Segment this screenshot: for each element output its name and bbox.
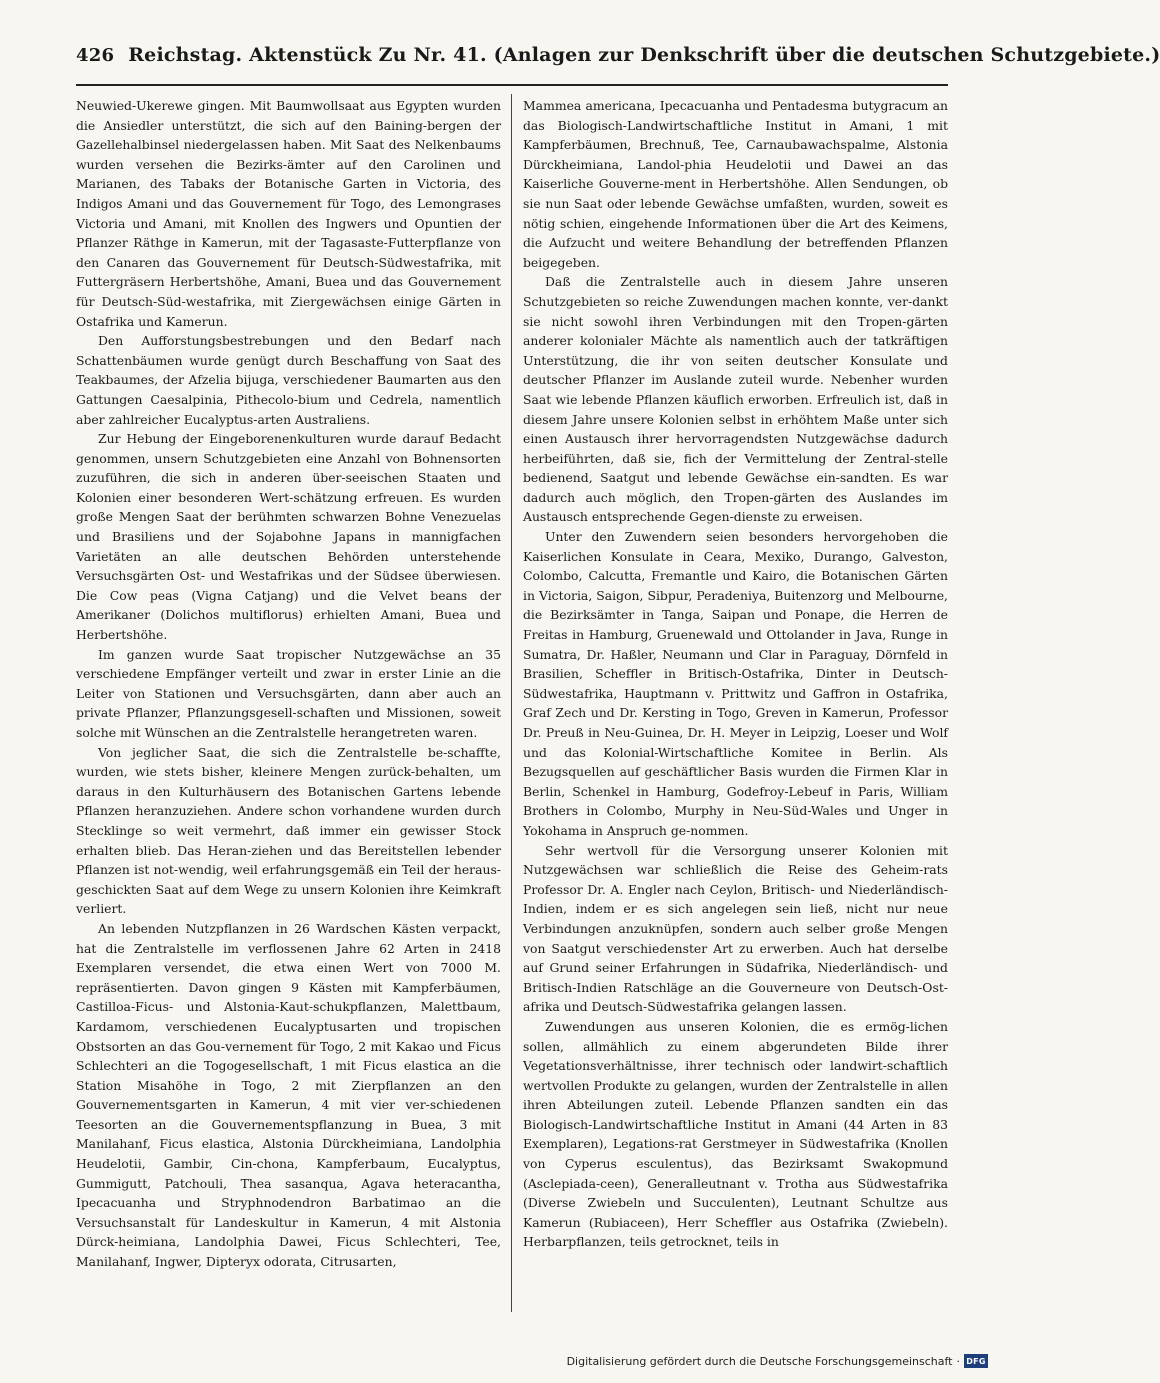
document-page (76, 44, 1160, 1314)
right-column (523, 96, 948, 1312)
dfg-logo-icon: DFG (964, 1354, 988, 1368)
page-title: Reichstag. Aktenstück Zu Nr. 41. (Anlagen zur Denkschrift über die deutschen Schutzgebiete.) (128, 44, 1160, 66)
left-paragraph-3: Zur Hebung der Eingeborenenkulturen wurde darauf Bedacht genommen, unsern Schutzgebieten eine Anzahl von Bohnensorten zuzuführen, die sich in anderen über-seeischen Staaten und Kolonien einer besonderen Wert-schätzung erfreuen. Es wurden große Mengen Saat der berühmten schwarzen Bohne Venezuelas und Brasiliens und der Sojabohne Japans in mannigfachen Varietäten an alle deutschen Behörden unterstehende Versuchsgärten Ost- und Westafrikas und der Südsee überwiesen. Die Cow peas (Vigna Catjang) und die Velvet beans der Amerikaner (Dolichos multiflorus) erhielten Amani, Buea und Herbertshöhe. (76, 431, 501, 643)
left-paragraph-2: Den Aufforstungsbestrebungen und den Bedarf nach Schattenbäumen wurde genügt durch Beschaffung von Saat des Teakbaumes, der Afzelia bijuga, verschiedener Baumarten aus den Gattungen Caesalpinia, Pithecolo-bium und Cedrela, namentlich aber zahlreicher Eucalyptus-arten Australiens. (76, 333, 501, 427)
right-paragraph-1: Mammea americana, Ipecacuanha und Pentadesma butygracum an das Biologisch-Landwirtschaftliche Institut in Amani, 1 mit Kampferbäumen, Brechnuß, Tee, Carnaubawachspalme, Alstonia Dürckheimiana, Landol-phia Heudelotii und Dawei an das Kaiserliche Gouverne-ment in Herbertshöhe. Allen Sendungen, ob sie nun Saat oder lebende Gewächse umfaßten, wurden, soweit es nötig schien, eingehende Informationen über die Art des Keimens, die Aufzucht und weitere Behandlung der betreffenden Pflanzen beigegeben. (523, 98, 948, 270)
right-paragraph-2: Daß die Zentralstelle auch in diesem Jahre unseren Schutzgebieten so reiche Zuwendungen machen konnte, ver-dankt sie nicht sowohl ihren Verbindungen mit den Tropen-gärten anderer kolonialer Mächte als namentlich auch der tatkräftigen Unterstützung, die ihr von seiten deutscher Konsulate und deutscher Pflanzer im Auslande zuteil wurde. Nebenher wurden Saat wie lebende Pflanzen käuflich erworben. Erfreulich ist, daß in diesem Jahre unsere Kolonien selbst in erhöhtem Maße unter sich einen Austausch ihrer hervorragendsten Nutzgewächse dadurch herbeiführten, daß sie, fich der Vermittelung der Zentral-stelle bedienend, Saatgut und lebende Gewächse ein-sandten. Es war dadurch auch möglich, den Tropen-gärten des Auslandes im Austausch entsprechende Gegen-dienste zu erweisen. (523, 274, 948, 525)
column-divider (511, 94, 512, 1312)
left-paragraph-1: Neuwied-Ukerewe gingen. Mit Baumwollsaat aus Egypten wurden die Ansiedler unterstützt, die sich auf den Baining-bergen der Gazellehalbinsel niedergelassen haben. Mit Saat des Nelkenbaums wurden versehen die Bezirks-ämter auf den Carolinen und Marianen, des Tabaks der Botanische Garten in Victoria, des Indigos Amani und das Gouvernement für Togo, des Lemongrases Victoria und Amani, mit Knollen des Ingwers und Opuntien der Pflanzer Räthge in Kamerun, mit der Tagasaste-Futterpflanze von den Canaren das Gouvernement für Deutsch-Südwestafrika, mit Futtergräsern Herbertshöhe, Amani, Buea und das Gouvernement für Deutsch-Süd-westafrika, mit Ziergewächsen einige Gärten in Ostafrika und Kamerun. (76, 98, 501, 329)
header-rule (76, 84, 948, 86)
page-header (76, 44, 1160, 80)
right-paragraph-3: Unter den Zuwendern seien besonders hervorgehoben die Kaiserlichen Konsulate in Ceara, Mexiko, Durango, Galveston, Colombo, Calcutta, Fremantle und Kairo, die Botanischen Gärten in Victoria, Saigon, Sibpur, Peradeniya, Buitenzorg und Melbourne, die Bezirksämter in Tanga, Saipan und Ponape, die Herren de Freitas in Hamburg, Gruenewald und Ottolander in Java, Runge in Sumatra, Dr. Haßler, Neumann und Clar in Paraguay, Dörnfeld in Brasilien, Scheffler in Britisch-Ostafrika, Dinter in Deutsch-Südwestafrika, Hauptmann v. Prittwitz und Gaffron in Ostafrika, Graf Zech und Dr. Kersting in Togo, Greven in Kamerun, Professor Dr. Preuß in Neu-Guinea, Dr. H. Meyer in Leipzig, Loeser und Wolf und das Kolonial-Wirtschaftliche Komitee in Berlin. Als Bezugsquellen auf geschäftlicher Basis wurden die Firmen Klar in Berlin, Schenkel in Hamburg, Godefroy-Lebeuf in Paris, William Brothers in Colombo, Murphy in Neu-Süd-Wales und Unger in Yokohama in Anspruch ge-nommen. (523, 529, 948, 838)
left-paragraph-5: Von jeglicher Saat, die sich die Zentralstelle be-schaffte, wurden, wie stets bisher, kleinere Mengen zurück-behalten, um daraus in den Kulturhäusern des Botanischen Gartens lebende Pflanzen heranzuziehen. Andere schon vorhandene wurden durch Stecklinge so weit vermehrt, daß immer ein gewisser Stock erhalten blieb. Das Heran-ziehen und das Bereitstellen lebender Pflanzen ist not-wendig, weil erfahrungsgemäß ein Teil der heraus-geschickten Saat auf dem Wege zu unsern Kolonien ihre Keimkraft verliert. (76, 744, 501, 917)
footer-separator: · (956, 1354, 960, 1368)
right-paragraph-4: Sehr wertvoll für die Versorgung unserer Kolonien mit Nutzgewächsen war schließlich die Reise des Geheim-rats Professor Dr. A. Engler nach Ceylon, Britisch- und Niederländisch-Indien, indem er es sich angelegen sein ließ, nicht nur neue Verbindungen anzuknüpfen, sondern auch selber große Mengen von Saatgut verschiedenster Art zu erwerben. Auch hat derselbe auf Grund seiner Erfahrungen in Südafrika, Niederländisch- und Britisch-Indien Ratschläge an die Gouverneure von Deutsch-Ost-afrika und Deutsch-Südwestafrika gelangen lassen. (523, 842, 948, 1015)
right-paragraph-5: Zuwendungen aus unseren Kolonien, die es ermög-lichen sollen, allmählich zu einem abgerundeten Bilde ihrer Vegetationsverhältnisse, ihrer technisch oder landwirt-schaftlich wertvollen Produkte zu gelangen, wurden der Zentralstelle in allen ihren Abteilungen zuteil. Lebende Pflanzen sandten ein das Biologisch-Landwirtschaftliche Institut in Amani (44 Arten in 83 Exemplaren), Legations-rat Gerstmeyer in Südwestafrika (Knollen von Cyperus esculentus), das Bezirksamt Swakopmund (Asclepiada-ceen), Generalleutnant v. Trotha aus Südwestafrika (Diverse Zwiebeln und Succulenten), Leutnant Schultze aus Kamerun (Rubiaceen), Herr Scheffler aus Ostafrika (Zwiebeln). Herbarpflanzen, teils getrocknet, teils in (523, 1018, 948, 1250)
left-paragraph-6: An lebenden Nutzpflanzen in 26 Wardschen Kästen verpackt, hat die Zentralstelle im verflossenen Jahre 62 Arten in 2418 Exemplaren versendet, die etwa einen Wert von 7000 M. repräsentierten. Davon gingen 9 Kästen mit Kampferbäumen, Castilloa-Ficus- und Alstonia-Kaut-schukpflanzen, Malettbaum, Kardamom, verschiedenen Eucalyptusarten und tropischen Obstsorten an das Gou-vernement für Togo, 2 mit Kakao und Ficus Schlechteri an die Togogesellschaft, 1 mit Ficus elastica an die Station Misahöhe in Togo, 2 mit Zierpflanzen an den Gouvernementsgarten in Kamerun, 4 mit vier ver-schiedenen Teesorten an die Gouvernementspflanzung in Buea, 3 mit Manilahanf, Ficus elastica, Alstonia Dürckheimiana, Landolphia Heudelotii, Gambir, Cin-chona, Kampferbaum, Eucalyptus, Gummigutt, Patchouli, Thea sasanqua, Agava heteracantha, Ipecacuanha und Stryphnodendron Barbatimao an die Versuchsanstalt für Landeskultur in Kamerun, 4 mit Alstonia Dürck-heimiana, Landolphia Dawei, Ficus Schlechteri, Tee, Manilahanf, Ingwer, Dipteryx odorata, Citrusarten, (76, 920, 501, 1270)
digitization-footer (567, 1353, 988, 1369)
left-paragraph-4: Im ganzen wurde Saat tropischer Nutzgewächse an 35 verschiedene Empfänger verteilt und zwar in erster Linie an die Leiter von Stationen und Versuchsgärten, dann aber auch an private Pflanzer, Pflanzungsgesell-schaften und Missionen, soweit solche mit Wünschen an die Zentralstelle herangetreten waren. (76, 646, 501, 740)
footer-text: Digitalisierung gefördert durch die Deutsche Forschungsgemeinschaft (566, 1354, 953, 1368)
page-number: 426 (76, 45, 115, 66)
left-column (76, 96, 501, 1312)
